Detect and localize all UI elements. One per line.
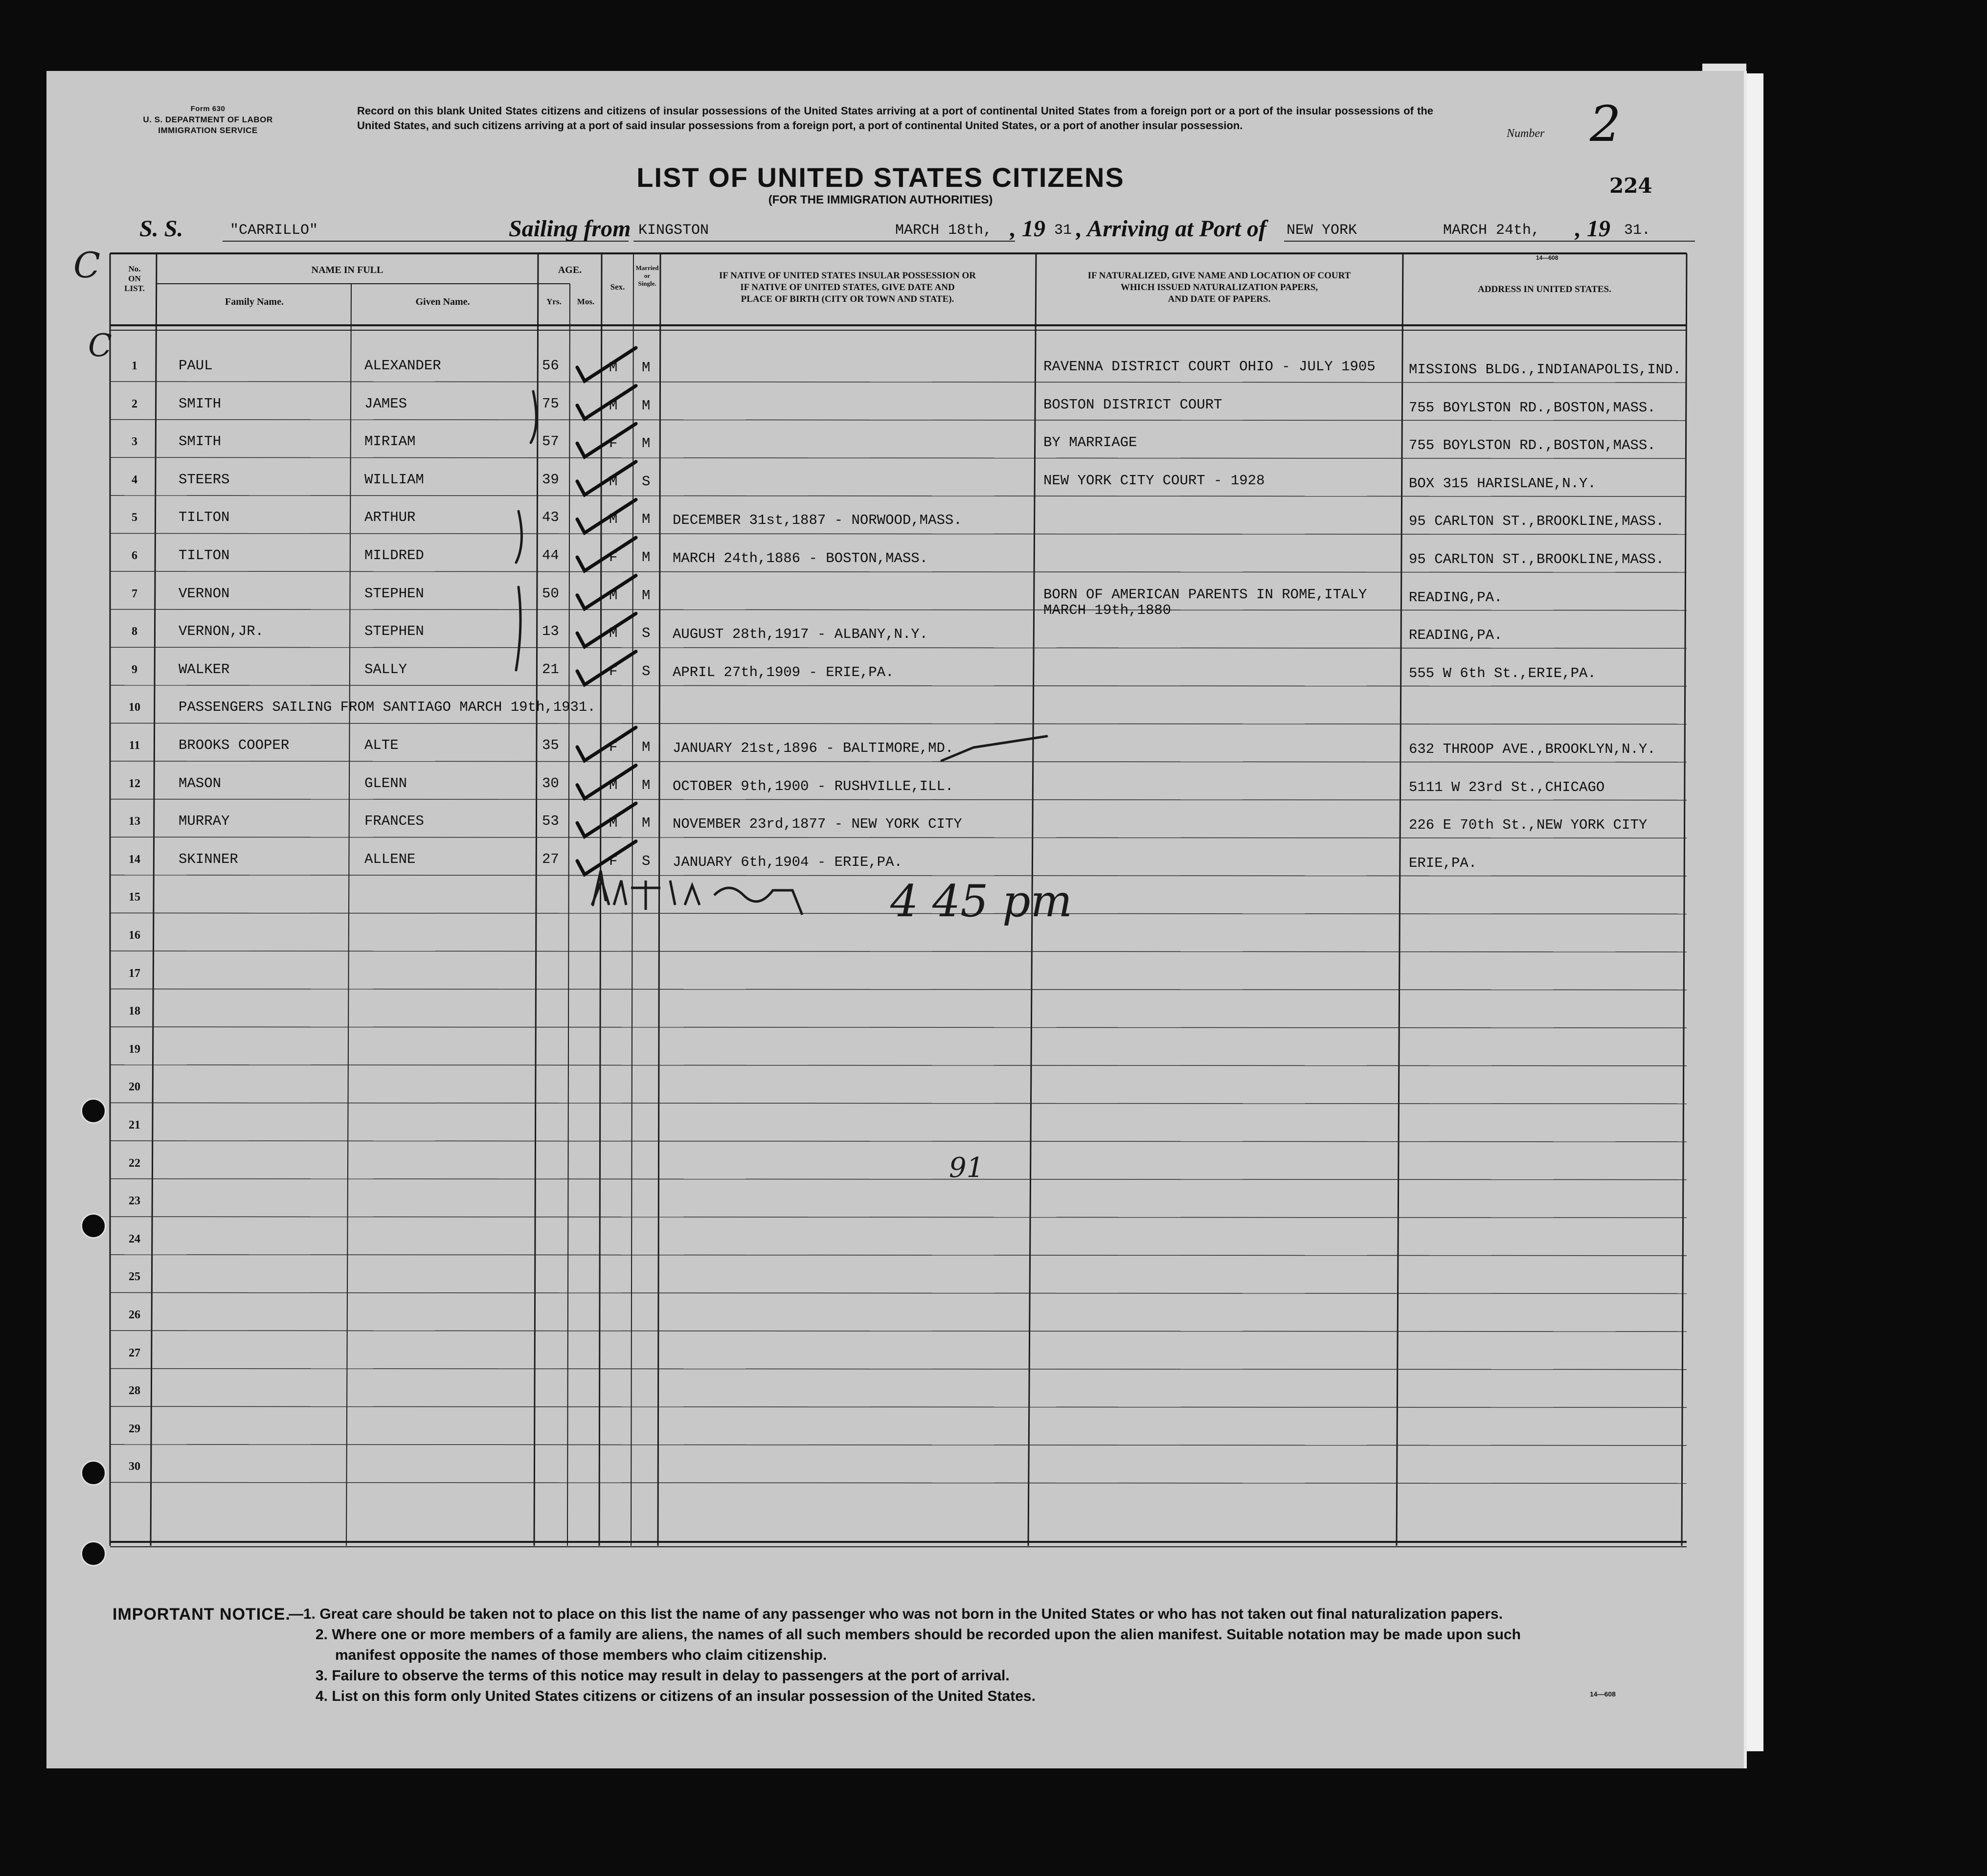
row-number: 15 — [129, 891, 140, 904]
address-cell: 95 CARLTON ST.,BROOKLINE,MASS. — [1409, 551, 1665, 567]
header-naturalized: IF NATURALIZED, GIVE NAME AND LOCATION OF COURT WHICH ISSUED NATURALIZATION PAPERS, AND DATE OF PAPERS. — [1087, 271, 1351, 304]
age-years-cell: 53 — [542, 813, 559, 830]
sail-date: MARCH 18th, — [895, 222, 993, 239]
row-number: 12 — [129, 777, 140, 790]
age-years-cell: 56 — [542, 358, 559, 374]
row-number: 2 — [132, 397, 137, 410]
given-name-cell: ALLENE — [364, 851, 416, 867]
number-value: 2 — [1590, 95, 1621, 153]
family-name-cell: SMITH — [179, 433, 222, 450]
department: U. S. DEPARTMENT OF LABOR — [143, 115, 273, 124]
given-name-cell: STEPHEN — [364, 623, 424, 640]
sex-cell: F — [609, 853, 618, 869]
row-number: 4 — [132, 473, 137, 486]
notice-item-3: 3. Failure to observe the terms of this notice may result in delay to passengers at the port of arrival. — [316, 1668, 1010, 1684]
age-years-cell: 57 — [542, 433, 559, 450]
header-name-in-full: NAME IN FULL — [311, 265, 384, 275]
margin-mark: C — [73, 245, 101, 286]
naturalization-cell: NEW YORK CITY COURT - 1928 — [1043, 472, 1265, 489]
form-code-bottom: 14—608 — [1590, 1690, 1616, 1698]
marital-status-cell: S — [642, 663, 651, 679]
family-name-cell: TILTON — [179, 547, 230, 564]
row-number: 23 — [129, 1195, 140, 1208]
family-name-cell: BROOKS COOPER — [179, 737, 290, 753]
header-mos: Mos. — [577, 297, 595, 306]
sex-cell: M — [609, 625, 618, 642]
family-name-cell: WALKER — [179, 661, 230, 678]
address-cell: 555 W 6th St.,ERIE,PA. — [1409, 665, 1596, 681]
header-address: ADDRESS IN UNITED STATES. — [1478, 284, 1611, 294]
family-name-cell: SKINNER — [179, 851, 238, 867]
birth-cell: NOVEMBER 23rd,1877 - NEW YORK CITY — [673, 816, 962, 833]
row-number: 10 — [129, 701, 140, 714]
notice-item-2b: manifest opposite the names of those members who claim citizenship. — [335, 1647, 827, 1663]
address-cell: 226 E 70th St.,NEW YORK CITY — [1409, 817, 1648, 834]
handwritten-scribble — [587, 876, 832, 920]
marital-status-cell: M — [642, 435, 651, 452]
birth-cell: OCTOBER 9th,1900 - RUSHVILLE,ILL. — [673, 778, 954, 794]
row-number: 13 — [129, 815, 140, 828]
row-number: 22 — [129, 1156, 140, 1170]
sail-year-prefix: , 19 — [1010, 216, 1045, 242]
sex-cell: M — [609, 587, 618, 604]
row-number: 8 — [132, 625, 137, 638]
age-years-cell: 35 — [542, 737, 559, 753]
notice-item-2: 2. Where one or more members of a family are aliens, the names of all such members should be recorded upon the alien manifest. Suitable notation may be made upon such — [316, 1627, 1521, 1643]
birth-cell: AUGUST 28th,1917 - ALBANY,N.Y. — [673, 626, 928, 643]
address-cell: READING,PA. — [1409, 627, 1503, 644]
age-years-cell: 44 — [542, 547, 559, 564]
sex-cell: F — [609, 663, 618, 679]
marital-status-cell: M — [642, 587, 651, 604]
check-mark — [577, 766, 636, 799]
family-name-cell: SMITH — [179, 395, 222, 412]
age-years-cell: 13 — [542, 623, 559, 640]
row-number: 28 — [129, 1384, 140, 1398]
check-mark — [577, 538, 636, 571]
page-subtitle: (FOR THE IMMIGRATION AUTHORITIES) — [768, 193, 993, 206]
marital-status-cell: M — [642, 360, 651, 376]
family-name-cell: STEERS — [179, 471, 230, 488]
given-name-cell: MILDRED — [364, 547, 424, 564]
arrive-year: 31. — [1624, 222, 1651, 239]
check-mark — [577, 348, 636, 381]
address-cell: READING,PA. — [1409, 589, 1503, 606]
naturalization-cell: BOSTON DISTRICT COURT — [1043, 396, 1222, 413]
birth-cell: DECEMBER 31st,1887 - NORWOOD,MASS. — [673, 512, 962, 529]
check-mark — [577, 499, 636, 533]
arrival-date: MARCH 24th, — [1443, 222, 1540, 239]
marital-status-cell: M — [642, 549, 651, 565]
header-age: AGE. — [558, 265, 582, 275]
age-years-cell: 43 — [542, 509, 559, 526]
given-name-cell: GLENN — [364, 775, 407, 791]
header-yrs: Yrs. — [546, 297, 562, 306]
birth-cell: APRIL 27th,1909 - ERIE,PA. — [673, 664, 894, 680]
header-given-name: Given Name. — [415, 296, 470, 307]
sail-year: 31 — [1054, 222, 1072, 239]
form-code-top: 14—608 — [1536, 254, 1558, 261]
page-number: 224 — [1609, 174, 1652, 198]
check-mark — [577, 841, 636, 875]
ship-name: "CARRILLO" — [230, 222, 318, 239]
check-mark — [577, 576, 636, 609]
sailing-from-port: KINGSTON — [638, 222, 709, 239]
given-name-cell: STEPHEN — [364, 585, 424, 602]
sex-cell: M — [609, 473, 618, 490]
row-number: 9 — [132, 663, 137, 676]
given-name-cell: WILLIAM — [364, 471, 424, 488]
row-number: 18 — [129, 1005, 140, 1018]
age-years-cell: 75 — [542, 395, 559, 412]
age-years-cell: 39 — [542, 471, 559, 488]
check-mark — [577, 462, 636, 495]
marital-status-cell: S — [642, 473, 651, 490]
sex-cell: F — [609, 549, 618, 565]
check-mark — [577, 613, 636, 647]
given-name-cell: MIRIAM — [364, 433, 416, 450]
given-name-cell: SALLY — [364, 661, 407, 678]
marital-status-cell: S — [642, 853, 651, 869]
address-cell: 5111 W 23rd St.,CHICAGO — [1409, 779, 1605, 795]
page-title: LIST OF UNITED STATES CITIZENS — [636, 162, 1125, 193]
given-name-cell: ALTE — [364, 737, 399, 753]
header-sex: Sex. — [610, 282, 625, 292]
age-years-cell: 50 — [542, 585, 559, 602]
form-instructions: Record on this blank United States citizens and citizens of insular possessions of the United States arriving at a port of continental United States from a foreign port or a port of the insular possessions of the United States, and such citizens arriving at a port of said insular possessions from a foreign port, a port of continental United States, or a port of another insular possession. — [357, 105, 1433, 132]
given-name-cell: ARTHUR — [364, 509, 416, 526]
naturalization-cell: BY MARRIAGE — [1043, 434, 1137, 451]
given-name-cell: JAMES — [364, 395, 407, 412]
naturalization-cell: RAVENNA DISTRICT COURT OHIO - JULY 1905 — [1043, 359, 1376, 375]
notice-lead: IMPORTANT NOTICE. — [113, 1605, 291, 1624]
row-number: 19 — [129, 1042, 140, 1056]
form-number: Form 630 — [190, 105, 226, 113]
family-name-cell: VERNON — [179, 585, 230, 602]
family-name-cell: TILTON — [179, 509, 230, 526]
birth-cell: JANUARY 21st,1896 - BALTIMORE,MD. — [673, 740, 954, 756]
service: IMMIGRATION SERVICE — [158, 126, 258, 135]
marital-status-cell: M — [642, 739, 651, 755]
row-number: 3 — [132, 435, 137, 449]
sex-cell: F — [609, 739, 618, 755]
row-number: 5 — [132, 511, 137, 524]
address-cell: ERIE,PA. — [1409, 855, 1477, 871]
row-number: 1 — [132, 360, 137, 372]
arrive-year-prefix: , 19 — [1575, 216, 1610, 242]
age-years-cell: 27 — [542, 851, 559, 867]
check-mark — [577, 386, 636, 419]
row-number: 16 — [129, 929, 140, 942]
birth-cell: JANUARY 6th,1904 - ERIE,PA. — [673, 854, 903, 870]
header-birth: IF NATIVE OF UNITED STATES INSULAR POSSESSION OR IF NATIVE OF UNITED STATES, GIVE DATE AND PLACE OF BIRTH (CITY OR TOWN AND STATE). — [719, 271, 976, 304]
header-family-name: Family Name. — [225, 296, 284, 307]
sex-cell: M — [609, 511, 618, 528]
row-number: 30 — [129, 1460, 140, 1473]
marital-status-cell: S — [642, 625, 651, 642]
family-name-cell: VERNON,JR. — [179, 623, 264, 640]
address-cell: 632 THROOP AVE.,BROOKLYN,N.Y. — [1409, 741, 1656, 757]
address-cell: MISSIONS BLDG.,INDIANAPOLIS,IND. — [1409, 362, 1681, 378]
row-number: 27 — [129, 1346, 140, 1359]
check-mark — [577, 727, 636, 761]
sex-cell: M — [609, 360, 618, 376]
row-number: 25 — [129, 1270, 140, 1284]
ss-label: S. S. — [139, 216, 183, 242]
address-cell: BOX 315 HARISLANE,N.Y. — [1409, 475, 1596, 492]
row-number: 7 — [132, 587, 137, 600]
row-number: 17 — [129, 967, 140, 980]
given-name-cell: ALEXANDER — [364, 358, 441, 374]
marital-status-cell: M — [642, 397, 651, 414]
sailing-from-label: Sailing from — [509, 216, 631, 242]
row-number: 11 — [129, 739, 140, 752]
given-name-cell: FRANCES — [364, 813, 424, 830]
address-cell: 755 BOYLSTON RD.,BOSTON,MASS. — [1409, 437, 1656, 454]
handwritten-page-mark: 91 — [949, 1152, 984, 1184]
arrival-port: NEW YORK — [1287, 222, 1357, 239]
sex-cell: M — [609, 777, 618, 793]
row-number: 6 — [132, 549, 137, 562]
naturalization-cell: BORN OF AMERICAN PARENTS IN ROME,ITALY — [1043, 586, 1367, 603]
sex-cell: F — [609, 435, 618, 452]
check-mark — [577, 424, 636, 457]
marital-status-cell: M — [642, 777, 651, 793]
row-number: 24 — [129, 1232, 140, 1245]
header-married: Married or Single. — [635, 264, 659, 287]
naturalization-cell-line2: MARCH 19th,1880 — [1043, 602, 1172, 618]
number-label: Number — [1507, 127, 1545, 140]
row-number: 29 — [129, 1422, 140, 1435]
address-cell: 755 BOYLSTON RD.,BOSTON,MASS. — [1409, 399, 1656, 416]
margin-mark: C — [88, 328, 112, 364]
family-name-cell: MASON — [179, 775, 222, 791]
marital-status-cell: M — [642, 511, 651, 528]
notice-item-1: —1. Great care should be taken not to place on this list the name of any passenger who was not born in the United States or who has not taken out final naturalization papers. — [289, 1606, 1503, 1622]
marital-status-cell: M — [642, 815, 651, 832]
address-cell: 95 CARLTON ST.,BROOKLINE,MASS. — [1409, 513, 1665, 530]
handwritten-time-note: 4 45 pm — [890, 876, 1072, 927]
sex-cell: M — [609, 815, 618, 832]
arriving-label: , Arriving at Port of — [1076, 216, 1266, 242]
age-years-cell: 21 — [542, 661, 559, 678]
notice-item-4: 4. List on this form only United States citizens or citizens of an insular possession of the United States. — [316, 1688, 1036, 1704]
row-number: 14 — [129, 853, 140, 866]
birth-cell: MARCH 24th,1886 - BOSTON,MASS. — [673, 550, 928, 566]
row-number: 20 — [129, 1081, 140, 1094]
sex-cell: M — [609, 397, 618, 414]
row-number: 21 — [129, 1119, 140, 1131]
age-years-cell: 30 — [542, 775, 559, 791]
row-number: 26 — [129, 1309, 140, 1321]
family-name-cell: PAUL — [179, 358, 213, 374]
family-name-cell: PASSENGERS SAILING FROM SANTIAGO MARCH 19th,1931. — [179, 699, 596, 716]
family-name-cell: MURRAY — [179, 813, 230, 830]
header-no: No. ON LIST. — [124, 264, 145, 293]
check-mark — [577, 803, 636, 836]
check-mark — [577, 652, 636, 685]
